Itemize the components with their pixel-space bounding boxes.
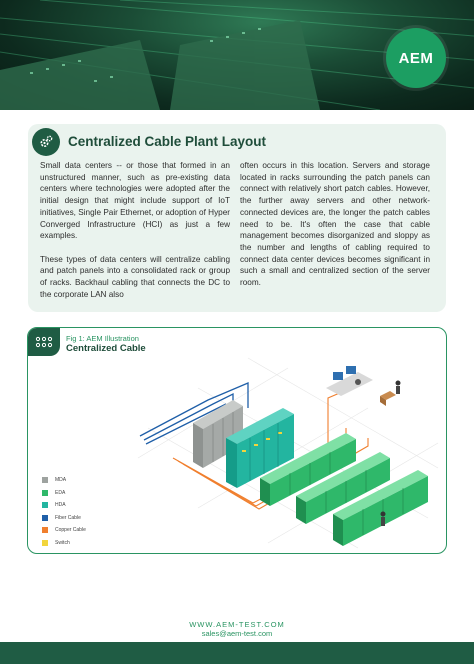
legend-label: HDA [55, 502, 66, 508]
legend-item-fiber-cable [42, 512, 86, 524]
legend-swatch [42, 477, 48, 483]
legend-item-hda [42, 499, 86, 511]
figure-legend [42, 474, 86, 549]
legend-label: EDA [55, 489, 66, 496]
legend-label: Switch [55, 539, 70, 546]
legend-label: Copper Cable [55, 527, 86, 533]
legend-swatch [42, 527, 48, 533]
technician-figure [381, 512, 386, 527]
legend-swatch [42, 502, 48, 508]
legend-swatch [42, 515, 48, 521]
operator-workstation [326, 366, 373, 396]
legend-item-copper-cable [42, 524, 86, 536]
email-link[interactable]: sales@aem-test.com [201, 629, 273, 638]
figure-title: Centralized Cable [66, 343, 146, 354]
paragraph: These types of data centers will centralize cabling and patch panels into a consolidated rack or group of racks. Backhaul cabling that connects the DC to the corporate LAN also [40, 254, 230, 299]
text-column-right [240, 160, 430, 300]
section-title: Centralized Cable Plant Layout [68, 134, 267, 149]
header-banner [0, 0, 474, 110]
logo-text: AEM [398, 49, 434, 67]
legend-item-mda [42, 474, 86, 486]
paragraph: often occurs in this location. Servers and storage located in racks surrounding the patch panels can connect with relatively short patch cables. However, the further away servers and other network-connected devices are, the longer the patch cables need to be. It's often the case that cable management becomes disorganized and sloppy as the number and lengths of cabling required to connect data center devices becomes significant in such a small and centralized section of the server room. [240, 161, 430, 288]
text-column-left [40, 160, 230, 312]
website-link[interactable]: WWW.AEM-TEST.COM [189, 620, 285, 629]
technician-figure [380, 381, 401, 407]
legend-swatch [42, 490, 48, 496]
footer [0, 620, 474, 638]
legend-label: MDA [55, 477, 67, 483]
intro-card [28, 124, 446, 312]
footer-bar [0, 642, 474, 664]
legend-label: Fiber Cable [55, 514, 81, 521]
legend-swatch [42, 540, 48, 546]
gear-icon [32, 128, 60, 156]
aem-logo [386, 28, 446, 88]
paragraph: Small data centers -- or those that formed in an unstructured manner, such as pre-existing data centers where technologies were adopted after the initial design that might include support of IoT initiatives, Single Pair Ethernet, or adoption of Hyper Converged Infrastructure (HCI) as just a few examples. [40, 161, 230, 241]
figure-card [27, 327, 447, 554]
figure-label: Fig 1: AEM Illustration [66, 334, 139, 343]
legend-item-eda [42, 487, 86, 499]
grid-dots-icon [28, 328, 60, 356]
data-center-illustration [28, 328, 447, 554]
legend-item-switch [42, 537, 86, 549]
